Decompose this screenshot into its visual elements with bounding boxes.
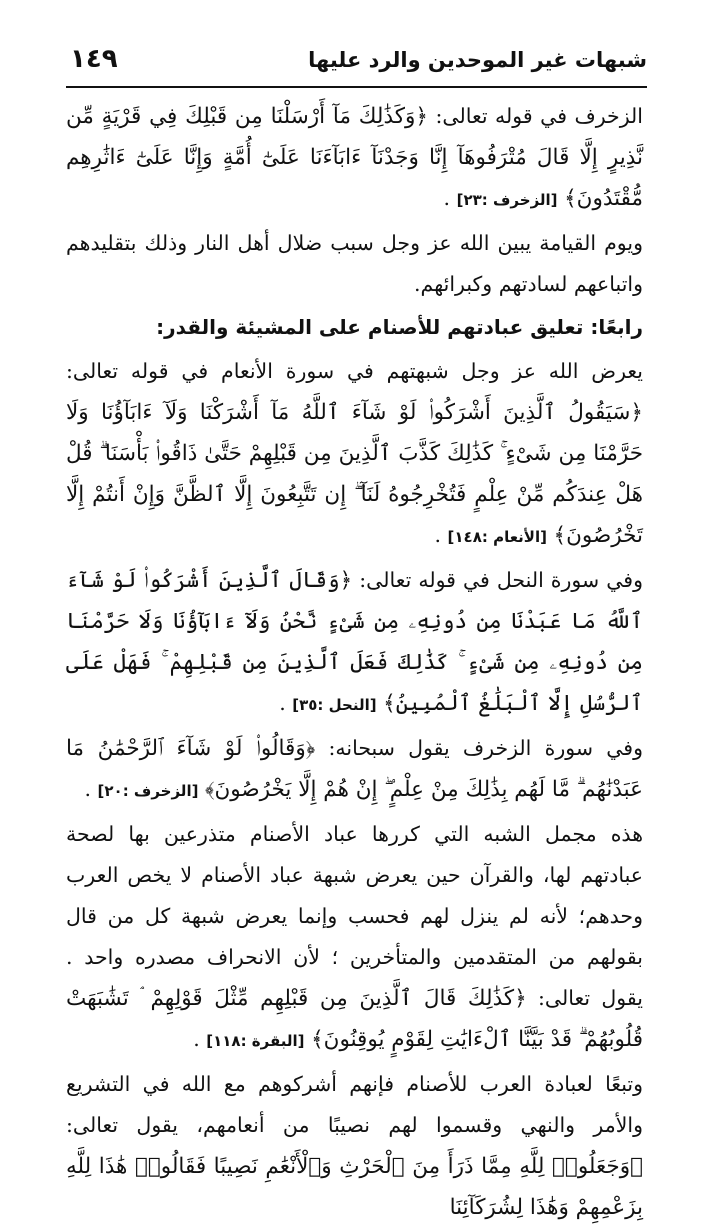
paragraph-zukhruf-20: [66, 728, 643, 812]
paragraph-intro: يعرض الله عز وجل شبهتهم في سورة الأنعام في قوله تعالى:: [66, 359, 643, 383]
paragraph-zukhruf-23: [66, 96, 643, 221]
page-body: [66, 96, 643, 1230]
paragraph-resurrection: ويوم القيامة يبين الله عز وجل سبب ضلال أهل النار وذلك بتقليدهم واتباعهم لسادتهم وكبرائهم.: [66, 231, 643, 296]
verse-reference: [البقرة :١١٨]: [206, 1032, 305, 1050]
sentence-end: .: [434, 523, 441, 547]
paragraph-anam-148: [66, 351, 643, 558]
sentence-end: .: [279, 691, 286, 715]
paragraph-anam-136: [66, 1064, 643, 1228]
sentence-end: .: [443, 186, 451, 210]
quran-verse: ﴿وَقَالُوا۟ لَوْ شَآءَ ٱلرَّحْمَٰنُ مَا عَبَدْنَٰهُم ۗ مَّا لَهُم بِذَٰلِكَ مِنْ عِلْمٍ ۖ إِنْ هُمْ إِلَّا يَخْرُصُونَ﴾: [66, 736, 643, 802]
sentence-end: .: [84, 777, 91, 801]
sentence-end: .: [193, 1027, 200, 1051]
quran-verse: ﴿وَقَالَ ٱلَّذِينَ أَشْرَكُوا۟ لَوْ شَآءَ ٱللَّهُ مَا عَبَدْنَا مِن دُونِهِۦ مِن شَىْءٍ نَّحْنُ وَلَآ ءَابَآؤُنَا وَلَا حَرَّمْنَا مِن دُونِهِۦ مِن شَىْءٍ ۚ كَذَٰلِكَ فَعَلَ ٱلَّذِينَ مِن قَبْلِهِمْ ۚ فَهَلْ عَلَى ٱلرُّسُلِ إِلَّا ٱلْبَلَٰغُ ٱلْمُبِينُ﴾: [66, 568, 643, 716]
paragraph-intro: هذه مجمل الشبه التي كررها عباد الأصنام متذرعين بها لصحة عبادتهم لها، والقرآن حين يعرض شبهة عباد الأصنام لا يخص العرب وحدهم؛ لأنه لم ينزل لهم فحسب وإنما يعرض شبهة كل من قال بقولهم من المتقدمين والمتأخرين ؛ لأن الانحراف مصدره واحد . يقول تعالى:: [66, 822, 643, 1010]
section-heading: رابعًا: تعليق عبادتهم للأصنام على المشيئة والقدر:: [156, 315, 643, 339]
page-number: ١٤٩: [70, 44, 118, 74]
running-title: شبهات غير الموحدين والرد عليها: [308, 48, 647, 72]
paragraph-intro: وتبعًا لعبادة العرب للأصنام فإنهم أشركوهم مع الله في التشريع والأمر والنهي وقسموا لهم نصيبًا من أنعامهم، يقول تعالى:: [66, 1072, 643, 1137]
quran-verse: ﴿وَجَعَلُوا۟ لِلَّهِ مِمَّا ذَرَأَ مِنَ ٱلْحَرْثِ وَٱلْأَنْعَٰمِ نَصِيبًا فَقَالُوا۟ هَٰذَا لِلَّهِ بِزَعْمِهِمْ وَهَٰذَا لِشُرَكَآئِنَا: [66, 1154, 643, 1220]
verse-reference: [النحل :٣٥]: [292, 696, 377, 714]
paragraph-intro: وفي سورة الزخرف يقول سبحانه:: [328, 736, 643, 760]
quran-verse: ﴿سَيَقُولُ ٱلَّذِينَ أَشْرَكُوا۟ لَوْ شَآءَ ٱللَّهُ مَآ أَشْرَكْنَا وَلَآ ءَابَآؤُنَا وَلَا حَرَّمْنَا مِن شَىْءٍ ۚ كَذَٰلِكَ كَذَّبَ ٱلَّذِينَ مِن قَبْلِهِمْ حَتَّىٰ ذَاقُوا۟ بَأْسَنَا ۗ قُلْ هَلْ عِندَكُم مِّنْ عِلْمٍ فَتُخْرِجُوهُ لَنَآ ۖ إِن تَتَّبِعُونَ إِلَّا ٱلظَّنَّ وَإِنْ أَنتُمْ إِلَّا تَخْرُصُونَ﴾: [66, 400, 643, 548]
paragraph-nahl-35: [66, 560, 643, 726]
verse-reference: [الزخرف :٢٠]: [97, 782, 199, 800]
verse-reference: [الزخرف :٢٣]: [456, 191, 558, 209]
paragraph-baqara-118: [66, 814, 643, 1062]
verse-reference: [الأنعام :١٤٨]: [447, 528, 547, 546]
paragraph-intro: وفي سورة النحل في قوله تعالى:: [359, 568, 643, 592]
paragraph-intro: الزخرف في قوله تعالى:: [435, 104, 643, 128]
header-divider: [66, 86, 647, 88]
quran-verse: ﴿وَكَذَٰلِكَ مَآ أَرْسَلْنَا مِن قَبْلِكَ فِي قَرْيَةٍ مِّن نَّذِيرٍ إِلَّا قَالَ مُتْرَفُوهَآ إِنَّا وَجَدْنَآ ءَابَآءَنَا عَلَىٰٓ أُمَّةٍ وَإِنَّا عَلَىٰٓ ءَاثَٰرِهِم مُّقْتَدُونَ﴾: [66, 104, 643, 211]
page-header: [70, 42, 647, 82]
quran-verse: ﴿كَذَٰلِكَ قَالَ ٱلَّذِينَ مِن قَبْلِهِم مِّثْلَ قَوْلِهِمْ ۘ تَشَٰبَهَتْ قُلُوبُهُمْ ۗ قَدْ بَيَّنَّا ٱلْءَايَٰتِ لِقَوْمٍ يُوقِنُونَ﴾: [66, 986, 643, 1052]
